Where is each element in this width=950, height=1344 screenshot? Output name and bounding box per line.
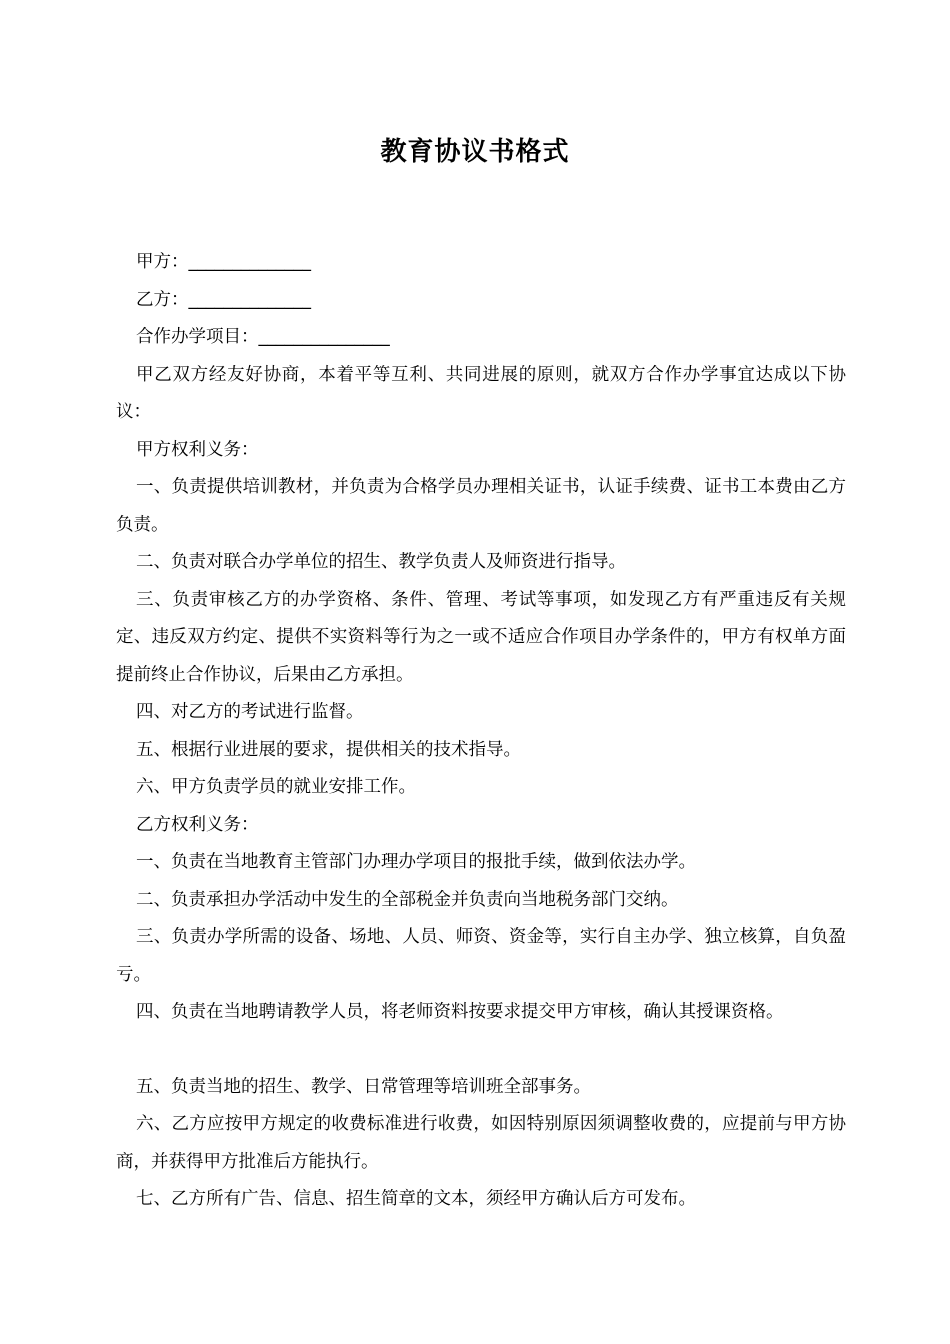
party-a-clause-3: 三、负责审核乙方的办学资格、条件、管理、考试等事项，如发现乙方有严重违反有关规定、违反双方约定、提供不实资料等行为之一或不适应合作项目办学条件的，甲方有权单方面提前终止合作协议，后果由乙方承担。	[116, 589, 846, 685]
document-body	[116, 244, 846, 1219]
party-b-clause-7: 七、乙方所有广告、信息、招生简章的文本，须经甲方确认后方可发布。	[136, 1189, 696, 1209]
document-title: 教育协议书格式	[380, 137, 570, 167]
project-field: 合作办学项目：_______________	[136, 327, 390, 347]
party-a-clause-2: 二、负责对联合办学单位的招生、教学负责人及师资进行指导。	[136, 552, 626, 572]
section-heading-party-b: 乙方权利义务：	[136, 814, 259, 835]
party-b-clause-4: 四、负责在当地聘请教学人员，将老师资料按要求提交甲方审核，确认其授课资格。	[136, 1002, 784, 1022]
section-heading-party-a: 甲方权利义务：	[136, 439, 259, 460]
party-a-clause-1: 一、负责提供培训教材，并负责为合格学员办理相关证书，认证手续费、证书工本费由乙方负责。	[116, 477, 846, 535]
paragraph-gap	[116, 1032, 846, 1069]
party-b-clause-3: 三、负责办学所需的设备、场地、人员、师资、资金等，实行自主办学、独立核算，自负盈亏。	[116, 927, 846, 985]
party-b-clause-5: 五、负责当地的招生、教学、日常管理等培训班全部事务。	[136, 1076, 591, 1097]
party-b-field: 乙方：______________	[136, 289, 311, 310]
party-a-field: 甲方：______________	[136, 252, 311, 272]
party-a-clause-6: 六、甲方负责学员的就业安排工作。	[136, 777, 416, 797]
party-b-clause-6: 六、乙方应按甲方规定的收费标准进行收费，如因特别原因须调整收费的，应提前与甲方协商，并获得甲方批准后方能执行。	[116, 1114, 846, 1172]
intro-paragraph: 甲乙双方经友好协商，本着平等互利、共同进展的原则，就双方合作办学事宜达成以下协议：	[116, 364, 846, 422]
party-b-clause-2: 二、负责承担办学活动中发生的全部税金并负责向当地税务部门交纳。	[136, 889, 679, 910]
party-a-clause-4: 四、对乙方的考试进行监督。	[136, 702, 364, 722]
party-b-clause-1: 一、负责在当地教育主管部门办理办学项目的报批手续，做到依法办学。	[136, 852, 696, 872]
party-a-clause-5: 五、根据行业进展的要求，提供相关的技术指导。	[136, 739, 521, 760]
